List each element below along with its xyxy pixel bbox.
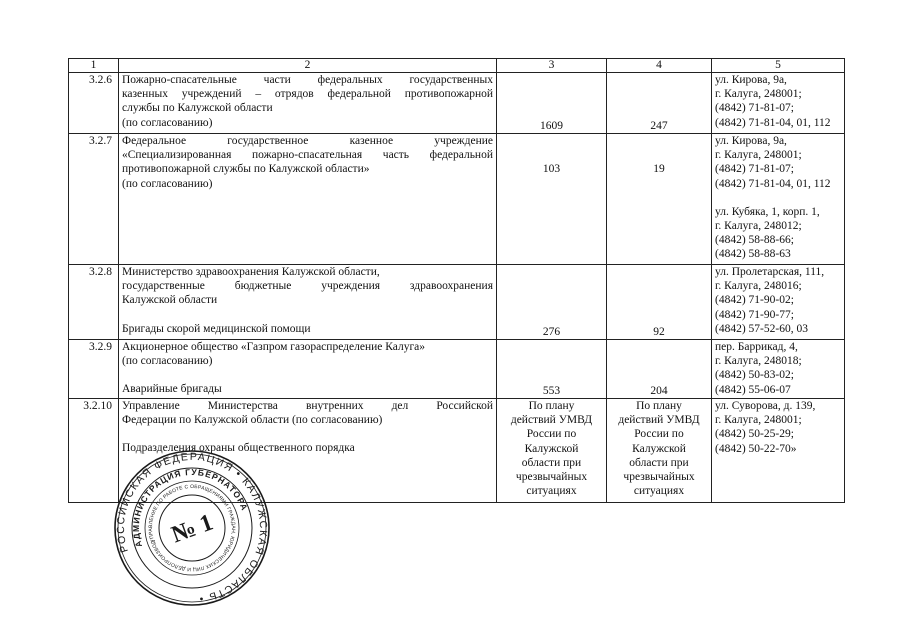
table-header-row	[69, 59, 845, 73]
row-address	[712, 134, 845, 265]
address-line: г. Калуга, 248001;	[715, 414, 802, 427]
address-line: (4842) 71-81-07;	[715, 102, 794, 115]
description-line: (по согласованию)	[122, 116, 213, 129]
address-line: ул. Кирова, 9а,	[715, 74, 787, 86]
row-description	[119, 134, 497, 265]
row-number: 3.2.6	[69, 73, 119, 134]
address-line: (4842) 58-88-63	[715, 248, 791, 261]
description-line: казенных учреждений – отрядов федеральной противопожарной	[122, 88, 493, 101]
stamp-middle-text: АДМИНИСТРАЦИЯ ГУБЕРНАТОРА	[130, 466, 250, 549]
address-line: (4842) 55-06-07	[715, 383, 791, 396]
equipment-count: По плану действий УМВД России по Калужской области при чрезвычайных ситуациях	[607, 399, 712, 503]
column-header: 3	[497, 59, 607, 73]
description-line: Аварийные бригады	[122, 383, 222, 396]
column-header: 2	[119, 59, 497, 73]
address-line: (4842) 71-81-04, 01, 112	[715, 116, 831, 129]
description-line: Калужской области	[122, 294, 218, 307]
column-header: 4	[607, 59, 712, 73]
description-gap	[122, 427, 493, 441]
description-line: Подразделения охраны общественного порядка	[122, 442, 355, 455]
address-line: г. Калуга, 248018;	[715, 355, 802, 368]
address-line: (4842) 58-88-66;	[715, 234, 794, 247]
table-row	[69, 134, 845, 265]
personnel-count: 276	[497, 265, 607, 340]
address-line: (4842) 50-83-02;	[715, 369, 794, 382]
description-line: противопожарной службы по Калужской области»	[122, 163, 370, 176]
description-line: Управление Министерства внутренних дел Российской	[122, 400, 493, 412]
description-line: Пожарно-спасательные части федеральных государственных	[122, 74, 493, 86]
table-row	[69, 265, 845, 340]
stamp-inner-text: УПРАВЛЕНИЕ ПО РАБОТЕ С ОБРАЩЕНИЯМИ ГРАЖДАН, ЮРИДИЧЕСКИХ ЛИЦ И ДЕЛОПРОИЗВОДСТВУ	[147, 483, 237, 573]
equipment-count: 204	[607, 340, 712, 399]
address-line: ул. Кубяка, 1, корп. 1,	[715, 205, 820, 218]
address-line: ул. Пролетарская, 111,	[715, 266, 825, 278]
address-line: пер. Баррикад, 4,	[715, 341, 798, 353]
column-header: 1	[69, 59, 119, 73]
row-address	[712, 340, 845, 399]
description-line: Бригады скорой медицинской помощи	[122, 322, 311, 335]
address-line: (4842) 71-81-04, 01, 112	[715, 177, 831, 190]
address-line: г. Калуга, 248001;	[715, 149, 802, 162]
row-number: 3.2.9	[69, 340, 119, 399]
row-number: 3.2.8	[69, 265, 119, 340]
column-header: 5	[712, 59, 845, 73]
row-number: 3.2.10	[69, 399, 119, 503]
address-line: (4842) 71-81-07;	[715, 163, 794, 176]
description-line: (по согласованию)	[122, 355, 213, 368]
address-line: ул. Суворова, д. 139,	[715, 400, 816, 412]
description-line: (по согласованию)	[122, 177, 213, 190]
address-line: г. Калуга, 248012;	[715, 220, 802, 233]
address-line: (4842) 50-22-70»	[715, 442, 797, 455]
equipment-count: 247	[607, 73, 712, 134]
description-gap	[122, 308, 493, 322]
description-line: Министерство здравоохранения Калужской области,	[122, 266, 380, 278]
equipment-count: 19	[607, 134, 712, 265]
row-address	[712, 73, 845, 134]
stamp-outer-text: РОССИЙСКАЯ ФЕДЕРАЦИЯ • КАЛУЖСКАЯ ОБЛАСТЬ •	[114, 450, 270, 605]
description-line: государственные бюджетные учреждения здравоохранения	[122, 280, 493, 293]
description-line: Федеральное государственное казенное учреждение	[122, 135, 493, 147]
address-line: г. Калуга, 248001;	[715, 88, 802, 101]
personnel-count: 1609	[497, 73, 607, 134]
address-line: ул. Кирова, 9а,	[715, 135, 787, 147]
description-line: Акционерное общество «Газпром газораспределение Калуга»	[122, 341, 426, 353]
table-row	[69, 73, 845, 134]
stamp-number: № 1	[168, 509, 217, 549]
table-row	[69, 340, 845, 399]
address-line: (4842) 71-90-02;	[715, 294, 794, 307]
address-gap	[715, 191, 841, 205]
description-line: Федерации по Калужской области (по согласованию)	[122, 414, 383, 427]
personnel-count: 553	[497, 340, 607, 399]
description-gap	[122, 368, 493, 382]
description-line: «Специализированная пожарно-спасательная часть федеральной	[122, 149, 493, 162]
row-description	[119, 73, 497, 134]
row-address	[712, 265, 845, 340]
personnel-count: 103	[497, 134, 607, 265]
row-number: 3.2.7	[69, 134, 119, 265]
row-description	[119, 265, 497, 340]
address-line: (4842) 71-90-77;	[715, 308, 794, 321]
row-address	[712, 399, 845, 503]
description-line: службы по Калужской области	[122, 102, 273, 115]
official-stamp	[112, 448, 272, 608]
row-description	[119, 340, 497, 399]
address-line: (4842) 50-25-29;	[715, 428, 794, 441]
personnel-count: По плану действий УМВД России по Калужской области при чрезвычайных ситуациях	[497, 399, 607, 503]
address-line: г. Калуга, 248016;	[715, 280, 802, 293]
equipment-count: 92	[607, 265, 712, 340]
address-line: (4842) 57-52-60, 03	[715, 322, 808, 335]
data-table	[68, 58, 845, 503]
